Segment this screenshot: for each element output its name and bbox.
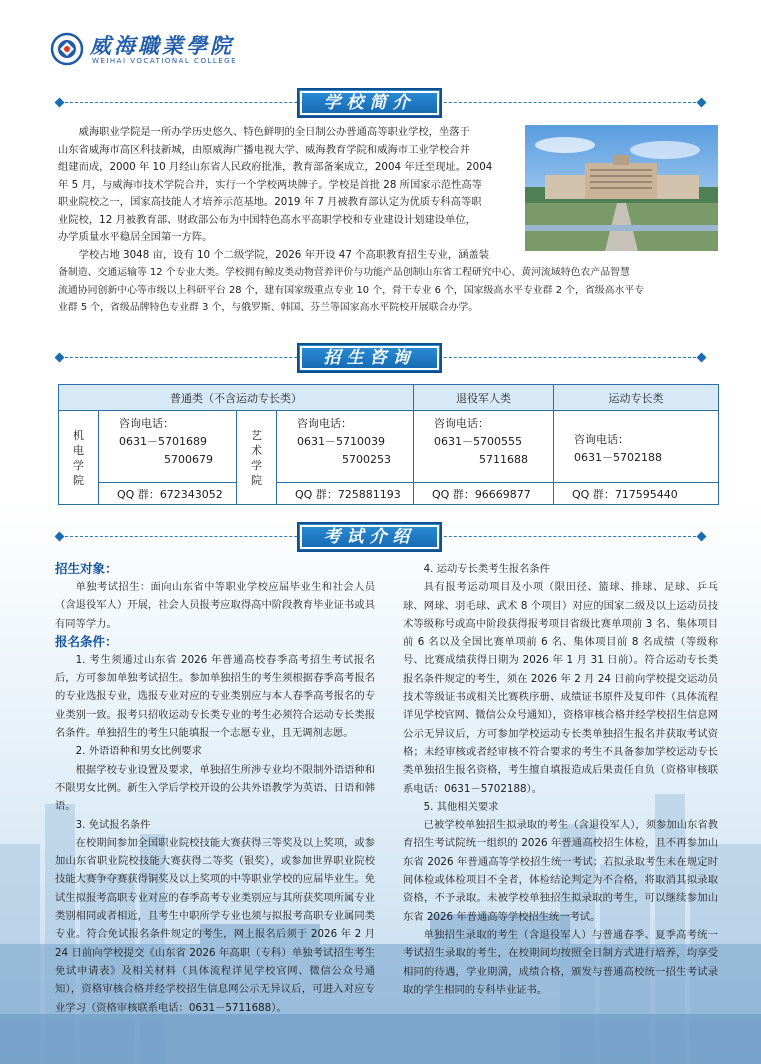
college1-label: 机 电 学 院 xyxy=(59,411,99,505)
condition-4-title: 4. 运动专长类考生报名条件 xyxy=(423,563,550,575)
condition-2: 根据学校专业设置及要求，单独招生所涉专业均不限制外语语种和不限男女比例。新生入学后学校开设的公共外语教学为英语、日语和韩语。 xyxy=(55,763,375,813)
college-logo xyxy=(50,30,250,76)
table-header-veteran: 退役军人类 xyxy=(414,385,554,411)
condition-3-title: 3. 免试报名条件 xyxy=(75,818,151,831)
veteran-phone-cell: 咨询电话： 0631－5700555 5711688 xyxy=(414,411,554,483)
condition-3: 在校期间参加全国职业院校技能大赛获得三等奖及以上奖项，或参加山东省职业院校技能大赛获得二等奖（银奖），或参加世界职业院校技能大赛争夺赛获得铜奖及以上奖项的中等职业学校的应届毕业生。免试生拟报考高职专业对应的春季高考专业类别应与其所获奖项所属专业类别相同或者相近，且考生中职所学专业也须与拟报考高职专业属同类专业。符合免试报名条件规定的考生，网上报名后须于 2026 年 2 月 24 日前向学校提交《山东省 2026 年高职（专科）单独考试招生考生免试申请表》及相关材料（具体流程详见学校官网、微信公众号通知），资格审核合格并经学校招生信息网公示无异议后，可进入对应专业学习（资格审核联系电话：0631－5711688）。 xyxy=(55,836,375,1014)
consult-section-title: 招生咨询 xyxy=(297,343,442,373)
sports-phone-cell: 咨询电话： 0631－5702188 xyxy=(554,411,719,483)
veteran-phone: 0631－5700555 xyxy=(434,435,522,448)
sports-phone: 0631－5702188 xyxy=(574,451,662,464)
college2-phone2: 5700253 xyxy=(342,453,391,466)
exam-right-column xyxy=(403,560,718,999)
intro-section-header xyxy=(0,88,761,118)
conditions-heading: 报名条件： xyxy=(55,633,118,649)
exam-section-header xyxy=(0,522,761,552)
college2-label: 艺 术 学 院 xyxy=(237,411,277,505)
college2-phone-cell: 咨询电话： 0631－5710039 5700253 xyxy=(277,411,414,483)
consult-section-header xyxy=(0,343,761,373)
college1-phone-cell: 咨询电话： 0631－5701689 5700679 xyxy=(99,411,237,483)
condition-1: 1. 考生须通过山东省 2026 年普通高校春季高考招生考试报名后，方可参加单独考试招生。参加单独招生的考生须根据春季高考报名的专业选报专业，选报专业对应的专业类别应与本人春季高考报名的专业类别一致。报考只招收运动专长类专业的考生必须符合运动专长类报名条件。单独招生的考生只能填报一个志愿专业，且无调剂志愿。 xyxy=(55,653,375,740)
college-emblem-icon xyxy=(50,32,84,66)
exam-left-column xyxy=(55,560,375,1017)
qq-group-1: QQ 群：672343052 xyxy=(99,483,237,505)
logo-english-name: WEIHAI VOCATIONAL COLLEGE xyxy=(92,57,238,65)
target-text: 单独考试招生：面向山东省中等职业学校应届毕业生和社会人员（含退役军人）开展，社会人员报考应取得高中阶段教育毕业证书或具有同等学力。 xyxy=(55,581,375,630)
qq-group-2: QQ 群：725881193 xyxy=(277,483,414,505)
condition-4: 具有报考运动项目及小项（限田径、篮球、排球、足球、乒乓球、网球、羽毛球、武术 8 个项目）对应的国家二级及以上运动员技术等级称号或高中阶段获得报考项目省级比赛单项前 3 名、集体项目前 6 名以及全国比赛单项前 6 名、集体项目前 8 名成绩（等级称号、比赛成绩获得日期为 2026 年 1 月 31 日前）。符合运动专长类报名条件规定的考生，须在 2026 年 2 月 24 日前向学校提交运动员技术等级证书或相关比赛秩序册、成绩证书原件及复印件（具体流程详见学校官网、微信公众号通知），资格审核合格并经学校招生信息网公示无异议后，方可参加学校运动专长类单独招生报名并获取考试资格；未经审核或者经审核不符合要求的考生不具备参加学校运动专长类单独招生报名资格，考生擅自填报造成后果责任自负（资格审核联系电话：0631－5702188）。 xyxy=(403,581,718,795)
qq-group-4: QQ 群：717595440 xyxy=(554,483,719,505)
table-header-sports: 运动专长类 xyxy=(554,385,719,411)
condition-5a: 已被学校单独招生拟录取的考生（含退役军人），须参加山东省教育招生考试院统一组织的 2026 年普通高校招生体检，且不再参加山东省 2026 年普通高等学校招生统一考试；若拟录取考生未在规定时间体检或体检项目不全者，体检结论判定为不合格，将取消其拟录取资格，不予录取。未被学校单独招生拟录取的考生，可以继续参加山东省 2026 年普通高等学校招生统一考试。 xyxy=(403,819,718,923)
college2-phone: 0631－5710039 xyxy=(297,435,385,448)
veteran-phone2: 5711688 xyxy=(479,453,528,466)
qq-group-3: QQ 群：96669877 xyxy=(414,483,554,505)
logo-chinese-name: 威海職業學院 xyxy=(90,33,234,58)
intro-paragraph-1: 威海职业学院是一所办学历史悠久、特色鲜明的全日制公办普通高等职业学校，坐落于 山东省威海市高区科技新城，由原威海广播电视大学、威海教育学院和威海市工业学校合并 组建而成，2000 年 10 月经山东省人民政府批准，教育部备案成立，2004 年迁至现址。2004 年 5 月，与威海市技术学院合并，实行一个学校两块牌子。学校是首批 28 所国家示范性高等 职业院校之一，国家高技能人才培养示范基地。2019 年 7 月被教育部认定为优质专科高等职 业院校，12 月被教育部、财政部公布为中国特色高水平高职学校和专业建设计划建设单位， 办学质量水平稳居全国第一方阵。 学校占地 3048 亩，设有 10 个二级学院，2026 年开设 47 个高职教育招生专业，涵盖装 xyxy=(58,126,493,261)
target-heading: 招生对象： xyxy=(55,561,118,576)
college1-phone: 0631－5701689 xyxy=(119,435,207,448)
condition-5b: 单独招生录取的考生（含退役军人）与普通春季、夏季高考统一考试招生录取的考生，在校期间均按照全日制方式进行培养，均享受相同的待遇，学业期满，成绩合格，颁发与普通高校统一招生考试录取的学生相同的专科毕业证书。 xyxy=(403,928,718,996)
table-header-general: 普通类（不含运动专长类） xyxy=(59,385,414,411)
college1-phone2: 5700679 xyxy=(164,453,213,466)
condition-2-title: 2. 外语语种和男女比例要求 xyxy=(75,745,202,758)
intro-text xyxy=(58,124,718,317)
intro-paragraph-2: 备制造、交通运输等 12 个专业大类。学校拥有鲸皮类动物营养评价与功能产品创制山东省工程研究中心、黄河流域特色农产品智慧 流通协同创新中心等市级以上科研平台 28 个，建有国家级重点专业 10 个，骨干专业 6 个，国家级高水平专业群 2 个，省级高水平专 业群 5 个，省级品牌特色专业群 3 个，与俄罗斯、韩国、芬兰等国家高水平院校开展联合办学。 xyxy=(58,267,645,313)
condition-5-title: 5. 其他相关要求 xyxy=(423,800,499,813)
intro-section-title: 学校简介 xyxy=(297,88,442,118)
exam-section-title: 考试介绍 xyxy=(297,522,442,552)
consult-table xyxy=(58,384,719,505)
